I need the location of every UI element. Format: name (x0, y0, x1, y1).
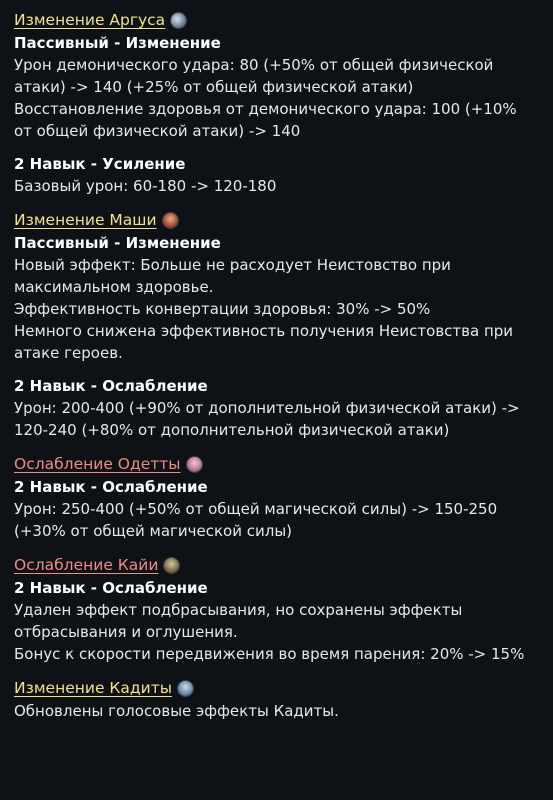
hero-section-odette (14, 452, 539, 542)
kaja-avatar-icon (163, 557, 180, 574)
change-block (14, 32, 539, 142)
odette-avatar-icon (186, 456, 203, 473)
block-title: 2 Навык - Усиление (14, 155, 186, 173)
hero-title-row (14, 676, 539, 700)
hero-section-masha (14, 208, 539, 441)
change-block (14, 153, 539, 197)
block-title: 2 Навык - Ослабление (14, 579, 208, 597)
argus-avatar-icon (170, 12, 187, 29)
hero-title-row (14, 8, 539, 32)
block-title: 2 Навык - Ослабление (14, 377, 208, 395)
change-block (14, 375, 539, 441)
change-line: Немного снижена эффективность получения Неистовства при атаке героев. (14, 322, 514, 362)
block-title: 2 Навык - Ослабление (14, 478, 208, 496)
hero-title-row (14, 452, 539, 476)
hero-title-row (14, 553, 539, 577)
change-block (14, 476, 539, 542)
block-title: Пассивный - Изменение (14, 234, 221, 252)
change-block (14, 577, 539, 665)
kadita-avatar-icon (177, 680, 194, 697)
change-line: Бонус к скорости передвижения во время парения: 20% -> 15% (14, 645, 525, 663)
change-block (14, 700, 539, 722)
change-line: Новый эффект: Больше не расходует Неистовство при максимальном здоровье. (14, 256, 451, 296)
change-block (14, 232, 539, 364)
hero-section-kaja (14, 553, 539, 665)
block-title: Пассивный - Изменение (14, 34, 221, 52)
hero-name-link[interactable]: Изменение Маши (14, 211, 157, 229)
change-line: Урон: 200-400 (+90% от дополнительной физической атаки) -> 120-240 (+80% от дополнительной физической атаки) (14, 399, 520, 439)
hero-name-link[interactable]: Ослабление Одетты (14, 455, 181, 473)
change-line: Эффективность конвертации здоровья: 30% -> 50% (14, 300, 431, 318)
hero-name-link[interactable]: Ослабление Кайи (14, 556, 159, 574)
hero-name-link[interactable]: Изменение Кадиты (14, 679, 172, 697)
masha-avatar-icon (162, 212, 179, 229)
change-line: Удален эффект подбрасывания, но сохранены эффекты отбрасывания и оглушения. (14, 601, 463, 641)
hero-section-argus (14, 8, 539, 197)
hero-title-row (14, 208, 539, 232)
change-line: Обновлены голосовые эффекты Кадиты. (14, 702, 339, 720)
change-line: Восстановление здоровья от демонического удара: 100 (+10% от общей физической атаки) -> 140 (14, 100, 517, 140)
hero-name-link[interactable]: Изменение Аргуса (14, 11, 166, 29)
change-line: Урон: 250-400 (+50% от общей магической силы) -> 150-250 (+30% от общей магической силы) (14, 500, 498, 540)
change-line: Базовый урон: 60-180 -> 120-180 (14, 177, 277, 195)
hero-section-kadita (14, 676, 539, 722)
change-line: Урон демонического удара: 80 (+50% от общей физической атаки) -> 140 (+25% от общей физической атаки) (14, 56, 494, 96)
